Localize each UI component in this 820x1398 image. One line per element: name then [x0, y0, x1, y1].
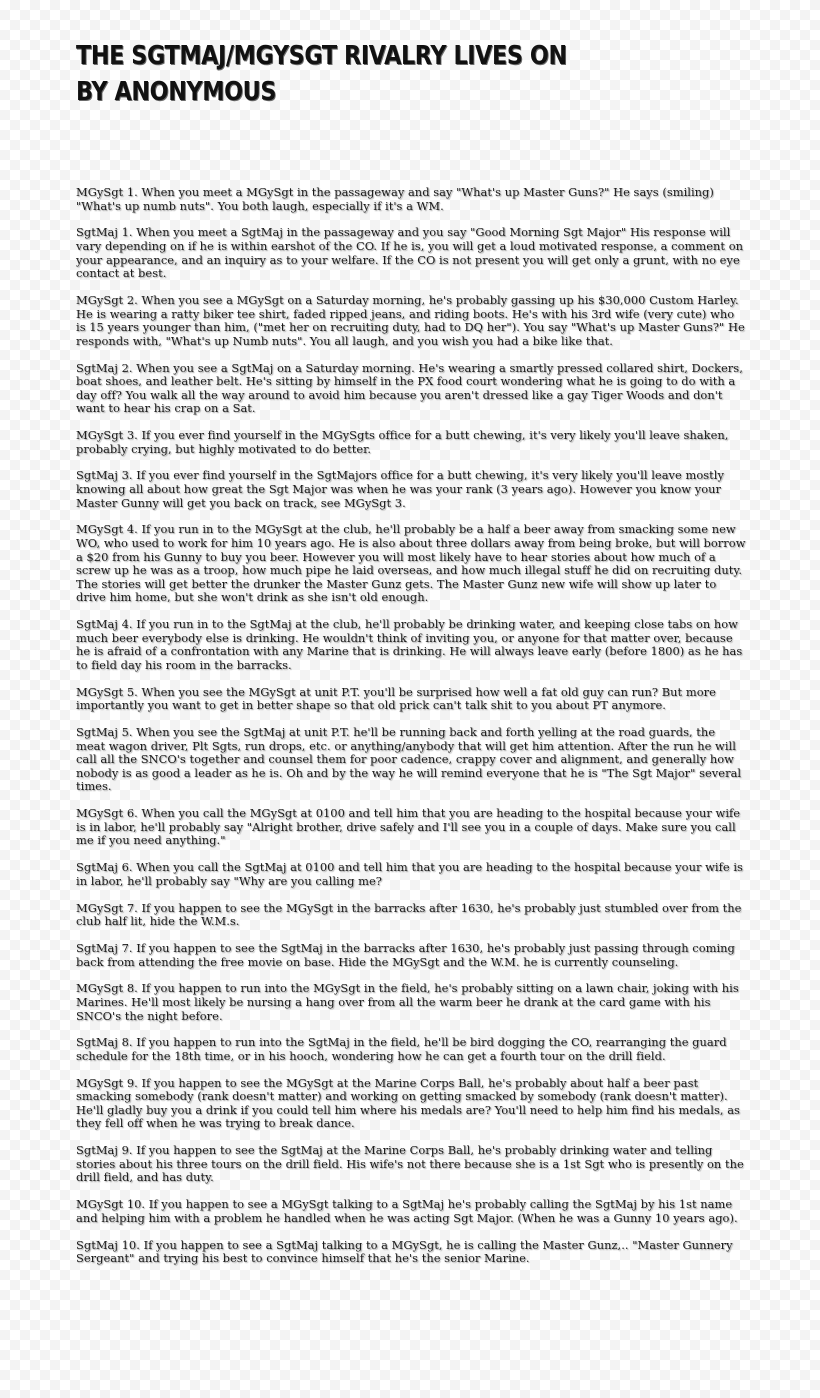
paragraph-mgysgt-3: MGySgt 3. If you ever find yourself in the MGySgts office for a butt chewing, it's very likely you'll leave shaken, probably crying, but highly motivated to do better. [76, 428, 729, 456]
paragraph-mgysgt-6: MGySgt 6. When you call the MGySgt at 0100 and tell him that you are heading to the hospital because your wife is in labor, he'll probably say "Alright brother, drive safely and I'll see you in a couple of days. Make sure you call me if you need anything." [76, 806, 741, 848]
paragraph-sgtmaj-1: SgtMaj 1. When you meet a SgtMaj in the passageway and you say "Good Morning Sgt Major" His response will vary depending on if he is within earshot of the CO. If he is, you will get a loud motivated response, a comment on your appearance, and an inquiry as to your welfare. If the CO is not present you will get only a grunt, with no eye contact at best. [76, 225, 743, 281]
title-line-2: BY ANONYMOUS [76, 77, 277, 107]
paragraph-sgtmaj-2: SgtMaj 2. When you see a SgtMaj on a Saturday morning. He's wearing a smartly pressed collared shirt, Dockers, boat shoes, and leather belt. He's sitting by himself in the PX food court wondering what he is going to do with a day off? You walk all the way around to avoid him because you aren't dressed like a gay Tiger Woods and don't want to hear his crap on a Sat. [76, 360, 743, 416]
paragraph-sgtmaj-3: SgtMaj 3. If you ever find yourself in the SgtMajors office for a butt chewing, it's very likely you'll leave mostly knowing all about how great the Sgt Major was when he was your rank (3 years ago). However you know your Master Gunny will get you back on track, see MGySgt 3. [76, 468, 724, 510]
paragraph-sgtmaj-6: SgtMaj 6. When you call the SgtMaj at 0100 and tell him that you are heading to the hospital because your wife is in labor, he'll probably say "Why are you calling me? [76, 860, 743, 888]
title-line-1: THE SGTMAJ/MGYSGT RIVALRY LIVES ON [76, 41, 567, 71]
paragraph-sgtmaj-7: SgtMaj 7. If you happen to see the SgtMaj in the barracks after 1630, he's probably just passing through coming back from attending the free movie on base. Hide the MGySgt and the W.M. he is currently counseling. [76, 940, 735, 969]
document-title [76, 38, 567, 110]
paragraph-mgysgt-2: MGySgt 2. When you see a MGySgt on a Saturday morning, he's probably gassing up his $30,000 Custom Harley. He is wearing a ratty biker tee shirt, faded ripped jeans, and riding boots. He's with his 3rd wife (very cute) who is 15 years younger than him, ("met her on recruiting duty, had to DQ her"). You say "What's up Master Guns?" He responds with, "What's up Numb nuts". You all laugh, and you wish you had a bike like that. [76, 292, 745, 348]
paragraph-mgysgt-1: MGySgt 1. When you meet a MGySgt in the passageway and say "What's up Master Guns?" He says (smiling) "What's up numb nuts". You both laugh, especially if it's a WM. [76, 185, 714, 213]
paragraph-sgtmaj-5: SgtMaj 5. When you see the SgtMaj at unit P.T. he'll be running back and forth yelling at the road guards, the meat wagon driver, Plt Sgts, run drops, etc. or anything/anybody that will get him attention. After the run he will call all the SNCO's together and counsel them for poor cadence, crappy cover and alignment, and generally how nobody is as good a leader as he is. Oh and by the way he will remind everyone that he is "The Sgt Major" several times. [76, 725, 742, 794]
paragraph-mgysgt-4: MGySgt 4. If you run in to the MGySgt at the club, he'll probably be a half a beer away from smacking some new WO, who used to work for him 10 years ago. He is also about three dollars away from being broke, but will borrow a $20 from his Gunny to buy you beer. However you will most likely have to hear stories about how much of a screw up he was as a troop, how much pipe he laid overseas, and how much illegal stuff he did on recruiting duty. The stories will get better the drunker the Master Gunz gets. The Master Gunz new wife will show up later to drive him home, but she won't drink as she isn't old enough. [76, 522, 746, 605]
paragraph-mgysgt-9: MGySgt 9. If you happen to see the MGySgt at the Marine Corps Ball, he's probably about half a beer past smacking somebody (rank doesn't matter) and working on getting smacked by somebody (rank doesn't matter). He'll gladly buy you a drink if you could tell him where his medals are? You'll need to help him find his medals, as they fell off when he was trying to break dance. [76, 1075, 740, 1131]
paragraph-mgysgt-10: MGySgt 10. If you happen to see a MGySgt talking to a SgtMaj he's probably calling the SgtMaj by his 1st name and helping him with a problem he handled when he was acting Sgt Major. (When he was a Gunny 10 years ago). [76, 1197, 738, 1225]
paragraph-sgtmaj-8: SgtMaj 8. If you happen to run into the SgtMaj in the field, he'll be bird dogging the CO, rearranging the guard schedule for the 18th time, or in his hooch, wondering how he can get a fourth tour on the drill field. [76, 1035, 727, 1063]
paragraph-mgysgt-7: MGySgt 7. If you happen to see the MGySgt in the barracks after 1630, he's probably just stumbled over from the club half lit, hide the W.M.s. [76, 900, 742, 929]
paragraph-sgtmaj-9: SgtMaj 9. If you happen to see the SgtMaj at the Marine Corps Ball, he's probably drinking water and telling stories about his three tours on the drill field. His wife's not there because she is a 1st Sgt who is presently on the drill field, and has duty. [76, 1143, 744, 1185]
paragraph-sgtmaj-4: SgtMaj 4. If you run in to the SgtMaj at the club, he'll probably be drinking water, and keeping close tabs on how much beer everybody else is drinking. He wouldn't think of inviting you, or anyone for that matter over, because he is afraid of a confrontation with any Marine that is drinking. He will always leave early (before 1800) as he has to field day his room in the barracks. [76, 617, 743, 672]
paragraph-mgysgt-8: MGySgt 8. If you happen to run into the MGySgt in the field, he's probably sitting on a lawn chair, joking with his Marines. He'll most likely be nursing a hang over from all the warm beer he drank at the card game with his SNCO's the night before. [76, 981, 739, 1023]
paragraph-sgtmaj-10: SgtMaj 10. If you happen to see a SgtMaj talking to a MGySgt, he is calling the Master Gunz,.. "Master Gunnery Sergeant" and trying his best to convince himself that he's the senior Marine. [76, 1237, 733, 1266]
document-body [76, 186, 746, 1279]
paragraph-mgysgt-5: MGySgt 5. When you see the MGySgt at unit P.T. you'll be surprised how well a fat old guy can run? But more importantly you want to get in better shape so that old prick can't talk shit to you about PT anymore. [76, 684, 716, 713]
